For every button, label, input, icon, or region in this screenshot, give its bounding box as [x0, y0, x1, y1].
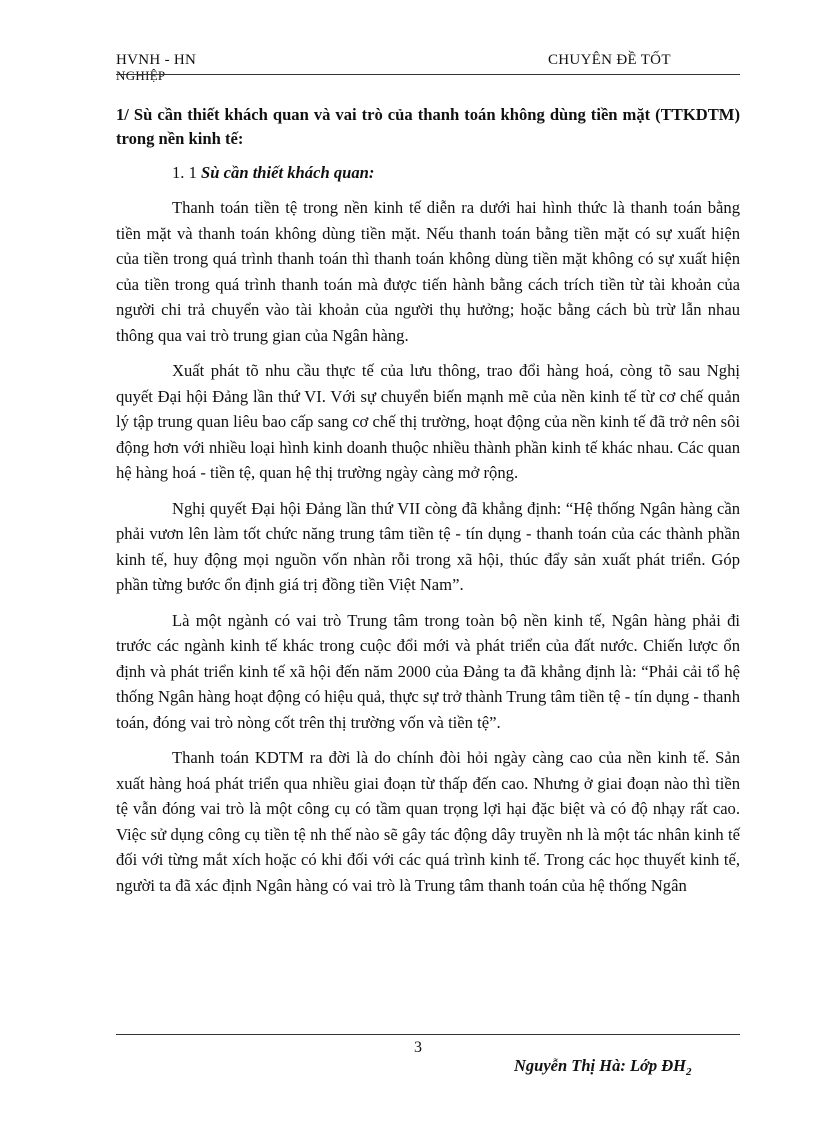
document-body: [116, 103, 740, 898]
section-heading: 1/ Sù cần thiết khách quan và vai trò của thanh toán không dùng tiền mặt (TTKDTM) trong nền kinh tế:: [116, 105, 740, 148]
header-left-line2: NGHIỆP: [116, 68, 166, 83]
author-name: Nguyễn Thị Hà: Lớp ĐH: [514, 1056, 687, 1075]
subsection-title: Sù cần thiết khách quan:: [201, 163, 375, 182]
header-right: CHUYÊN ĐỀ TỐT: [548, 52, 671, 68]
paragraph: Là một ngành có vai trò Trung tâm trong toàn bộ nền kinh tế, Ngân hàng phải đi trước các ngành kinh tế khác trong cuộc đổi mới và phát triển của đất nước. Chiến lược ổn định và phát triển kinh tế xã hội đến năm 2000 của Đảng ta đã khẳng định là: “Phải cải tổ hệ thống Ngân hàng hoạt động có hiệu quả, thực sự trở thành Trung tâm tiền tệ - tín dụng - thanh toán, đóng vai trò nòng cốt trên thị trường vốn và tiền tệ”.: [116, 610, 740, 732]
footer-divider: [116, 1034, 740, 1035]
author-class-subscript: 2: [686, 1066, 692, 1078]
header-divider: [116, 74, 740, 75]
header-left-line1: HVNH - HN: [116, 52, 197, 68]
paragraph: Xuất phát tõ nhu cầu thực tế của lưu thông, trao đổi hàng hoá, còng tõ sau Nghị quyết Đại hội Đảng lần thứ VI. Với sự chuyển biến mạnh mẽ của nền kinh tế từ cơ chế quản lý tập trung quan liêu bao cấp sang cơ chế thị trường, hoạt động của nền kinh tế đã trở nên sôi động hơn với nhiều loại hình kinh doanh thuộc nhiều thành phần kinh tế khác nhau. Các quan hệ hàng hoá - tiền tệ, quan hệ thị trường ngày càng mở rộng.: [116, 361, 740, 482]
subsection-heading: [116, 161, 740, 185]
footer-author: [514, 1056, 692, 1078]
paragraph: Thanh toán tiền tệ trong nền kinh tế diễn ra dưới hai hình thức là thanh toán bằng tiền mặt và thanh toán không dùng tiền mặt. Nếu thanh toán bằng tiền mặt có sự xuất hiện của tiền trong quá trình thanh toán thì thanh toán không dùng tiền mặt không có sự xuất hiện của tiền trong quá trình thanh toán mà được tiến hành bằng cách trích tiền từ tài khoản của người chi trả chuyển vào tài khoản của người thụ hưởng; hoặc bằng cách bù trừ lẫn nhau thông qua vai trò trung gian của Ngân hàng.: [116, 198, 740, 345]
subsection-number: 1. 1: [172, 163, 197, 182]
header-left: [116, 52, 196, 82]
paragraph: Nghị quyết Đại hội Đảng lần thứ VII còng đã khẳng định: “Hệ thống Ngân hàng cần phải vươn lên làm tốt chức năng trung tâm tiền tệ - tín dụng - thanh toán của các thành phần kinh tế, huy động mọi nguồn vốn nhàn rỗi trong xã hội, thúc đẩy sản xuất phát triển. Góp phần từng bước ổn định giá trị đồng tiền Việt Nam”.: [116, 498, 740, 594]
paragraph: Thanh toán KDTM ra đời là do chính đòi hỏi ngày càng cao của nền kinh tế. Sản xuất hàng hoá phát triển qua nhiều giai đoạn từ thấp đến cao. Nhưng ở giai đoạn nào thì tiền tệ vẫn đóng vai trò là một công cụ có tầm quan trọng lợi hại đặc biệt và có độ nhạy rất cao. Việc sử dụng công cụ tiền tệ nh thế nào sẽ gây tác động dây truyền nh là một tác nhân kinh tế đối với từng mắt xích hoặc có khi đối với các quá trình kinh tế. Trong các học thuyết kinh tế, người ta đã xác định Ngân hàng có vai trò là Trung tâm thanh toán của hệ thống Ngân: [116, 748, 740, 895]
page-number: 3: [414, 1039, 422, 1056]
